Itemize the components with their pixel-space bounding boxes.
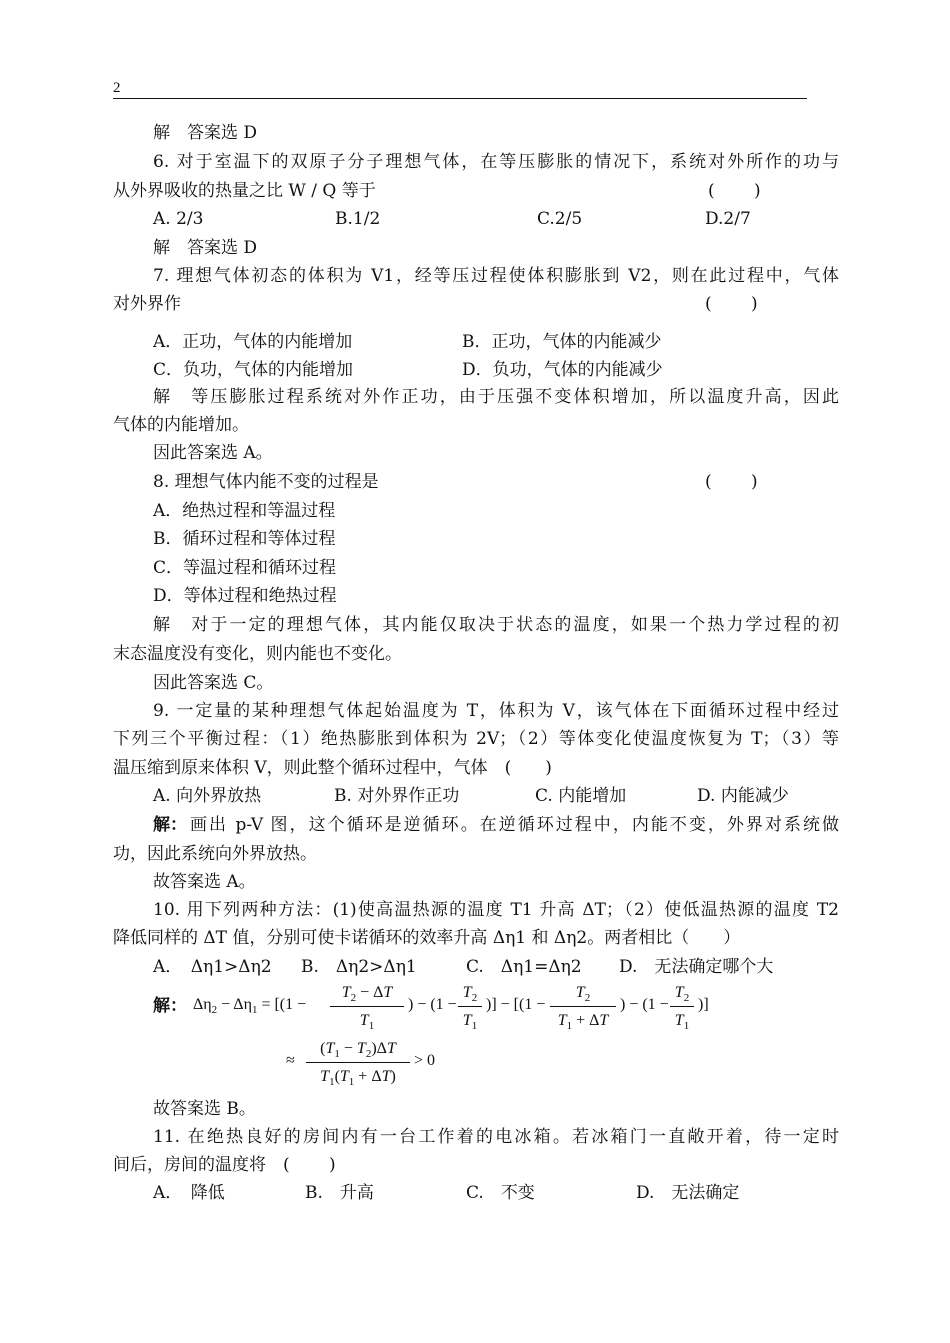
frac-1-den: $T_1$ <box>359 1012 375 1033</box>
q10-option-d: D. 无法确定哪个大 <box>619 957 774 977</box>
q7-stem-line1: 7. 理想气体初态的体积为 V1，经等压过程使体积膨胀到 V2，则在此过程中，气体 <box>153 266 839 286</box>
q9-option-c: C. 内能增加 <box>535 786 627 806</box>
q10-solution-label: 解： <box>153 996 187 1016</box>
q6-option-d: D.2/7 <box>705 209 751 229</box>
q11-stem-line2: 间后，房间的温度将 ( ) <box>113 1155 336 1175</box>
q9-option-d: D. 内能减少 <box>697 786 789 806</box>
q11-option-b: B. 升高 <box>305 1183 374 1203</box>
q8-solution-line1: 解 对于一定的理想气体，其内能仅取决于状态的温度，如果一个热力学过程的初 <box>153 615 839 635</box>
q8-stem: 8. 理想气体内能不变的过程是 <box>153 472 379 492</box>
q7-solution-line2: 气体的内能增加。 <box>113 415 249 435</box>
q9-stem-line3: 温压缩到原来体积 V，则此整个循环过程中，气体 ( ) <box>113 758 552 778</box>
q5-answer: 解 答案选 D <box>153 123 258 143</box>
q6-answer-blank: ( ) <box>708 181 761 201</box>
q6-answer: 解 答案选 D <box>153 238 258 258</box>
q7-option-c: C．负功，气体的内能增加 <box>153 360 354 380</box>
frac-4-den: $T_1$ <box>674 1012 690 1033</box>
frac-4-bar <box>670 1006 694 1007</box>
q11-option-a: A． 降低 <box>153 1183 225 1203</box>
frac-4-num: $T_2$ <box>674 984 690 1005</box>
q8-option-a: A．绝热过程和等温过程 <box>153 501 336 521</box>
q6-option-a: A. 2/3 <box>153 209 204 229</box>
formula-op1: ) − (1 − <box>408 996 457 1013</box>
q11-stem-line1: 11. 在绝热良好的房间内有一台工作着的电冰箱。若冰箱门一直敞开着，待一定时 <box>153 1127 839 1147</box>
q9-option-a: A. 向外界放热 <box>153 786 262 806</box>
q7-option-b: B．正功，气体的内能减少 <box>462 332 662 352</box>
q8-answer-blank: ( ) <box>705 472 758 492</box>
q10-option-c: C. Δη1=Δη2 <box>466 957 582 977</box>
frac-2-den: $T_1$ <box>462 1012 478 1033</box>
frac-5-num: $(T_1 - T_2)\Delta T$ <box>320 1040 396 1061</box>
q10-stem-line1: 10. 用下列两种方法：(1)使高温热源的温度 T1 升高 ΔT；（2）使低温热源的温度 T2 <box>153 900 839 920</box>
frac-1-bar <box>330 1006 404 1007</box>
q10-stem-line2: 降低同样的 ΔT 值，分别可使卡诺循环的效率升高 Δη1 和 Δη2。两者相比（ ） <box>113 928 741 948</box>
header-rule <box>113 98 807 99</box>
q9-stem-line1: 9. 一定量的某种理想气体起始温度为 T，体积为 V，该气体在下面循环过程中经过 <box>153 701 839 721</box>
q7-answer-blank: ( ) <box>705 294 758 314</box>
frac-5-den: $T_1(T_1 + \Delta T)$ <box>320 1068 396 1089</box>
page-number: 2 <box>113 80 121 96</box>
q7-answer: 因此答案选 A。 <box>153 443 273 463</box>
q7-option-a: A．正功，气体的内能增加 <box>153 332 353 352</box>
q7-solution-line1: 解 等压膨胀过程系统对外作正功，由于压强不变体积增加，所以温度升高，因此 <box>153 387 839 407</box>
q10-option-a: A． Δη1>Δη2 <box>153 957 272 977</box>
formula-op3: ) − (1 − <box>620 996 669 1013</box>
q9-solution-line2: 功，因此系统向外界放热。 <box>113 844 317 864</box>
q6-option-b: B.1/2 <box>335 209 381 229</box>
q8-option-c: C．等温过程和循环过程 <box>153 558 337 578</box>
frac-2-bar <box>458 1006 482 1007</box>
q8-solution-line2: 末态温度没有变化，则内能也不变化。 <box>113 644 402 664</box>
q6-stem-line1: 6. 对于室温下的双原子分子理想气体，在等压膨胀的情况下，系统对外所作的功与 <box>153 152 839 172</box>
formula-gt-zero: > 0 <box>414 1052 436 1069</box>
frac-3-num: $T_2$ <box>575 984 591 1005</box>
q9-solution-label: 解： <box>153 815 187 835</box>
q9-answer: 故答案选 A。 <box>153 872 256 892</box>
formula-op2: )] − [(1 − <box>486 996 546 1013</box>
formula-close: )] <box>698 996 709 1013</box>
q7-stem-line2: 对外界作 <box>113 294 181 314</box>
q8-option-d: D．等体过程和绝热过程 <box>153 586 337 606</box>
q6-stem-line2: 从外界吸收的热量之比 W / Q 等于 <box>113 181 376 201</box>
frac-1-num: $T_2 - \Delta T$ <box>341 984 393 1005</box>
q11-option-c: C. 不变 <box>466 1183 535 1203</box>
q8-answer: 因此答案选 C。 <box>153 673 274 693</box>
q10-answer: 故答案选 B。 <box>153 1099 256 1119</box>
frac-2-num: $T_2$ <box>462 984 478 1005</box>
frac-3-bar <box>550 1006 616 1007</box>
q9-stem-line2: 下列三个平衡过程：（1）绝热膨胀到体积为 2V；（2）等体变化使温度恢复为 T；（3）等 <box>113 729 839 749</box>
formula-approx: ≈ <box>286 1052 295 1069</box>
frac-3-den: $T_1 + \Delta T$ <box>557 1012 609 1033</box>
q9-option-b: B. 对外界作正功 <box>334 786 460 806</box>
formula-lhs: $\Delta\eta_2 - \Delta\eta_1 = [(1$ − <box>193 996 307 1017</box>
q7-option-d: D．负功，气体的内能减少 <box>462 360 663 380</box>
q8-option-b: B．循环过程和等体过程 <box>153 529 336 549</box>
q6-option-c: C.2/5 <box>537 209 583 229</box>
q10-option-b: B. Δη2>Δη1 <box>301 957 417 977</box>
frac-5-bar <box>306 1062 410 1063</box>
q9-solution-line1: 画出 p-V 图，这个循环是逆循环。在逆循环过程中，内能不变，外界对系统做 <box>190 815 839 835</box>
q11-option-d: D. 无法确定 <box>636 1183 740 1203</box>
